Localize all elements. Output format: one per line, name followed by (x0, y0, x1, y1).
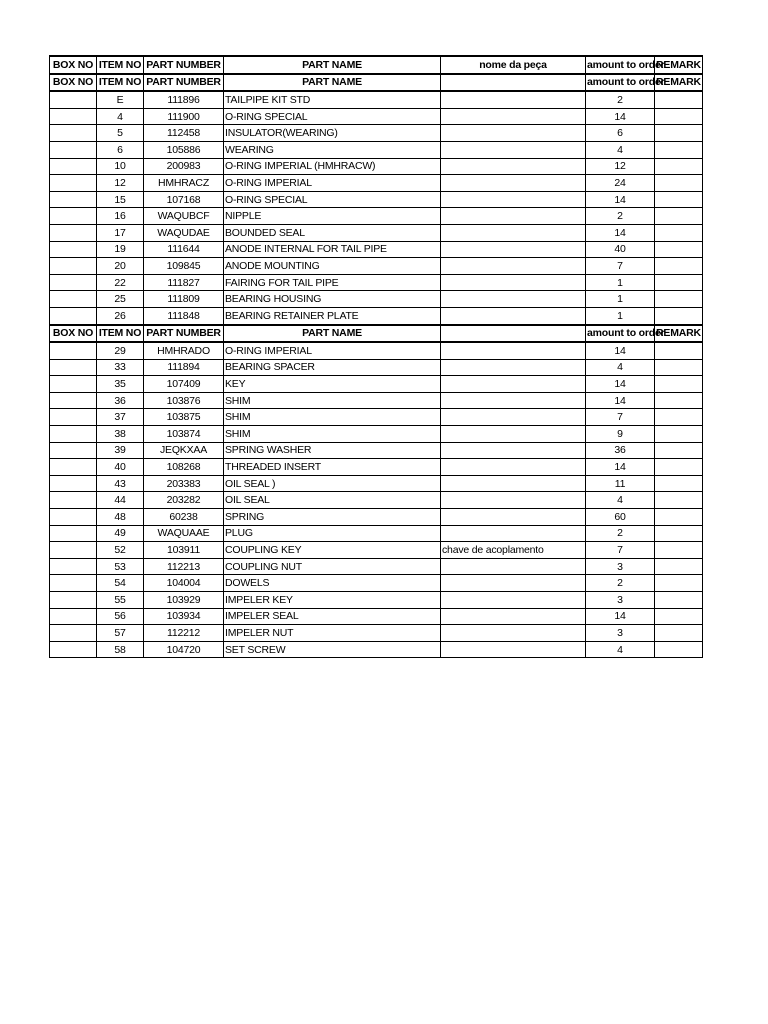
part-name-cell: COUPLING NUT (224, 558, 441, 575)
box-no-header: BOX NO (50, 74, 97, 92)
part-name-cell: OIL SEAL ) (224, 475, 441, 492)
part-number-cell: 104004 (144, 575, 224, 592)
part-number-cell: 103934 (144, 608, 224, 625)
box-no-cell (50, 641, 97, 658)
item-no-cell: 39 (97, 442, 144, 459)
amount-to-order-cell: 4 (586, 359, 655, 376)
nome-da-peca-cell (441, 442, 586, 459)
table-row (50, 442, 703, 459)
part-name-cell: SPRING (224, 509, 441, 526)
remark-cell (655, 426, 703, 443)
box-no-cell (50, 224, 97, 241)
part-name-cell: BEARING RETAINER PLATE (224, 307, 441, 324)
part-number-cell: 109845 (144, 258, 224, 275)
remark-cell (655, 241, 703, 258)
part-name-cell: O-RING SPECIAL (224, 191, 441, 208)
nome-da-peca-cell (441, 208, 586, 225)
amount-to-order-cell: 6 (586, 125, 655, 142)
box-no-header: BOX NO (50, 325, 97, 343)
part-name-cell: TAILPIPE KIT STD (224, 91, 441, 108)
part-number-cell: 105886 (144, 141, 224, 158)
amount-to-order-cell: 7 (586, 409, 655, 426)
part-name-cell: SET SCREW (224, 641, 441, 658)
table-row (50, 542, 703, 559)
item-no-cell: 22 (97, 274, 144, 291)
header-row (50, 56, 703, 74)
box-no-cell (50, 525, 97, 542)
amount-to-order-cell: 12 (586, 158, 655, 175)
item-no-cell: 4 (97, 108, 144, 125)
part-number-cell: 200983 (144, 158, 224, 175)
remark-cell (655, 208, 703, 225)
table-row (50, 175, 703, 192)
item-no-cell: 29 (97, 342, 144, 359)
remark-cell (655, 409, 703, 426)
part-name-cell: SHIM (224, 409, 441, 426)
nome-da-peca-cell (441, 274, 586, 291)
nome-da-peca-cell (441, 175, 586, 192)
remark-cell (655, 392, 703, 409)
table-row (50, 492, 703, 509)
part-name-cell: SHIM (224, 392, 441, 409)
item-no-cell: 55 (97, 592, 144, 609)
remark-cell (655, 641, 703, 658)
table-row (50, 625, 703, 642)
box-no-cell (50, 175, 97, 192)
nome-da-peca-cell (441, 108, 586, 125)
nome-da-peca-cell (441, 575, 586, 592)
box-no-cell (50, 509, 97, 526)
remark-cell (655, 558, 703, 575)
item-no-cell: 6 (97, 141, 144, 158)
remark-cell (655, 525, 703, 542)
remark-cell (655, 91, 703, 108)
part-number-cell: HMHRACZ (144, 175, 224, 192)
part-number-cell: 107168 (144, 191, 224, 208)
amount-to-order-cell: 1 (586, 291, 655, 308)
box-no-cell (50, 575, 97, 592)
amount-to-order-cell: 1 (586, 274, 655, 291)
box-no-cell (50, 359, 97, 376)
part-number-cell: 103876 (144, 392, 224, 409)
amount-to-order-cell: 7 (586, 542, 655, 559)
nome-da-peca-cell (441, 241, 586, 258)
nome-da-peca-cell (441, 91, 586, 108)
box-no-cell (50, 475, 97, 492)
nome-da-peca-cell (441, 224, 586, 241)
nome-da-peca-header (441, 325, 586, 343)
remark-cell (655, 108, 703, 125)
item-no-cell: 54 (97, 575, 144, 592)
table-row (50, 426, 703, 443)
table-row (50, 274, 703, 291)
nome-da-peca-cell (441, 307, 586, 324)
part-number-cell: 203383 (144, 475, 224, 492)
amount-to-order-cell: 4 (586, 492, 655, 509)
amount-to-order-cell: 60 (586, 509, 655, 526)
part-number-cell: 60238 (144, 509, 224, 526)
table-row (50, 359, 703, 376)
amount-to-order-cell: 2 (586, 525, 655, 542)
table-row (50, 141, 703, 158)
amount-to-order-header: amount to order (586, 56, 655, 74)
nome-da-peca-cell (441, 641, 586, 658)
box-no-cell (50, 442, 97, 459)
part-name-cell: BEARING SPACER (224, 359, 441, 376)
part-name-header: PART NAME (224, 325, 441, 343)
part-name-cell: COUPLING KEY (224, 542, 441, 559)
table-row (50, 475, 703, 492)
nome-da-peca-cell (441, 608, 586, 625)
box-no-cell (50, 291, 97, 308)
part-name-cell: IMPELER KEY (224, 592, 441, 609)
amount-to-order-header: amount to order (586, 74, 655, 92)
item-no-cell: 53 (97, 558, 144, 575)
box-no-cell (50, 608, 97, 625)
part-number-cell: 111809 (144, 291, 224, 308)
part-number-cell: 111900 (144, 108, 224, 125)
part-number-cell: 111827 (144, 274, 224, 291)
amount-to-order-cell: 2 (586, 91, 655, 108)
part-number-cell: HMHRADO (144, 342, 224, 359)
amount-to-order-cell: 3 (586, 592, 655, 609)
remark-cell (655, 125, 703, 142)
table-row (50, 575, 703, 592)
amount-to-order-cell: 36 (586, 442, 655, 459)
part-number-header: PART NUMBER (144, 74, 224, 92)
nome-da-peca-cell (441, 625, 586, 642)
remark-cell (655, 141, 703, 158)
box-no-cell (50, 459, 97, 476)
part-name-cell: DOWELS (224, 575, 441, 592)
item-no-cell: 5 (97, 125, 144, 142)
amount-to-order-cell: 40 (586, 241, 655, 258)
header-row (50, 74, 703, 92)
amount-to-order-cell: 3 (586, 625, 655, 642)
nome-da-peca-cell (441, 291, 586, 308)
part-number-cell: 111848 (144, 307, 224, 324)
nome-da-peca-cell (441, 426, 586, 443)
item-no-cell: 37 (97, 409, 144, 426)
nome-da-peca-cell (441, 558, 586, 575)
item-no-cell: 33 (97, 359, 144, 376)
box-no-cell (50, 141, 97, 158)
part-name-cell: ANODE MOUNTING (224, 258, 441, 275)
nome-da-peca-header: nome da peça (441, 56, 586, 74)
amount-to-order-cell: 1 (586, 307, 655, 324)
part-name-cell: O-RING IMPERIAL (224, 342, 441, 359)
box-no-cell (50, 108, 97, 125)
nome-da-peca-cell (441, 158, 586, 175)
part-name-cell: FAIRING FOR TAIL PIPE (224, 274, 441, 291)
part-number-cell: 112212 (144, 625, 224, 642)
box-no-cell (50, 376, 97, 393)
part-name-cell: BEARING HOUSING (224, 291, 441, 308)
part-number-cell: 107409 (144, 376, 224, 393)
box-no-cell (50, 409, 97, 426)
remark-header: REMARK (655, 325, 703, 343)
nome-da-peca-cell (441, 409, 586, 426)
amount-to-order-cell: 14 (586, 376, 655, 393)
box-no-cell (50, 158, 97, 175)
parts-table-body (50, 56, 703, 658)
item-no-cell: 44 (97, 492, 144, 509)
part-number-cell: 111896 (144, 91, 224, 108)
part-number-cell: WAQUBCF (144, 208, 224, 225)
part-name-cell: O-RING IMPERIAL (224, 175, 441, 192)
remark-cell (655, 342, 703, 359)
box-no-cell (50, 542, 97, 559)
table-row (50, 509, 703, 526)
part-number-cell: 111644 (144, 241, 224, 258)
item-no-cell: E (97, 91, 144, 108)
item-no-cell: 17 (97, 224, 144, 241)
nome-da-peca-cell (441, 592, 586, 609)
part-name-cell: SPRING WASHER (224, 442, 441, 459)
table-row (50, 91, 703, 108)
item-no-cell: 19 (97, 241, 144, 258)
amount-to-order-cell: 2 (586, 208, 655, 225)
box-no-cell (50, 592, 97, 609)
item-no-cell: 35 (97, 376, 144, 393)
part-number-header: PART NUMBER (144, 56, 224, 74)
header-row (50, 325, 703, 343)
item-no-header: ITEM NO (97, 325, 144, 343)
nome-da-peca-cell (441, 525, 586, 542)
nome-da-peca-cell (441, 359, 586, 376)
item-no-cell: 52 (97, 542, 144, 559)
box-no-header: BOX NO (50, 56, 97, 74)
table-row (50, 108, 703, 125)
item-no-cell: 36 (97, 392, 144, 409)
amount-to-order-cell: 3 (586, 558, 655, 575)
item-no-cell: 20 (97, 258, 144, 275)
table-row (50, 342, 703, 359)
table-row (50, 376, 703, 393)
part-name-cell: BOUNDED SEAL (224, 224, 441, 241)
box-no-cell (50, 91, 97, 108)
parts-order-table (49, 55, 703, 658)
part-name-cell: O-RING IMPERIAL (HMHRACW) (224, 158, 441, 175)
nome-da-peca-cell (441, 141, 586, 158)
remark-cell (655, 291, 703, 308)
remark-cell (655, 158, 703, 175)
part-number-cell: WAQUDAE (144, 224, 224, 241)
table-row (50, 208, 703, 225)
amount-to-order-cell: 14 (586, 608, 655, 625)
table-row (50, 241, 703, 258)
part-number-cell: 111894 (144, 359, 224, 376)
item-no-cell: 16 (97, 208, 144, 225)
part-name-header: PART NAME (224, 74, 441, 92)
box-no-cell (50, 625, 97, 642)
nome-da-peca-cell (441, 475, 586, 492)
item-no-cell: 10 (97, 158, 144, 175)
box-no-cell (50, 274, 97, 291)
item-no-cell: 40 (97, 459, 144, 476)
box-no-cell (50, 558, 97, 575)
table-row (50, 409, 703, 426)
nome-da-peca-cell (441, 459, 586, 476)
item-no-header: ITEM NO (97, 74, 144, 92)
item-no-cell: 58 (97, 641, 144, 658)
amount-to-order-cell: 14 (586, 191, 655, 208)
amount-to-order-cell: 14 (586, 108, 655, 125)
part-name-cell: IMPELER NUT (224, 625, 441, 642)
part-name-cell: PLUG (224, 525, 441, 542)
item-no-cell: 43 (97, 475, 144, 492)
amount-to-order-cell: 14 (586, 392, 655, 409)
remark-cell (655, 442, 703, 459)
remark-cell (655, 191, 703, 208)
nome-da-peca-cell (441, 342, 586, 359)
part-number-cell: 112458 (144, 125, 224, 142)
table-row (50, 558, 703, 575)
nome-da-peca-cell (441, 509, 586, 526)
part-name-header: PART NAME (224, 56, 441, 74)
table-row (50, 125, 703, 142)
part-name-cell: WEARING (224, 141, 441, 158)
part-name-cell: SHIM (224, 426, 441, 443)
box-no-cell (50, 191, 97, 208)
table-row (50, 392, 703, 409)
part-number-cell: JEQKXAA (144, 442, 224, 459)
table-row (50, 525, 703, 542)
part-number-cell: WAQUAAE (144, 525, 224, 542)
remark-cell (655, 274, 703, 291)
part-name-cell: NIPPLE (224, 208, 441, 225)
table-row (50, 592, 703, 609)
remark-cell (655, 175, 703, 192)
nome-da-peca-cell (441, 125, 586, 142)
item-no-cell: 49 (97, 525, 144, 542)
remark-cell (655, 475, 703, 492)
part-number-cell: 112213 (144, 558, 224, 575)
box-no-cell (50, 342, 97, 359)
box-no-cell (50, 208, 97, 225)
amount-to-order-header: amount to order (586, 325, 655, 343)
table-row (50, 608, 703, 625)
box-no-cell (50, 426, 97, 443)
box-no-cell (50, 125, 97, 142)
part-number-cell: 103875 (144, 409, 224, 426)
remark-cell (655, 459, 703, 476)
part-name-cell: O-RING SPECIAL (224, 108, 441, 125)
nome-da-peca-cell (441, 392, 586, 409)
amount-to-order-cell: 14 (586, 459, 655, 476)
nome-da-peca-cell (441, 492, 586, 509)
part-name-cell: IMPELER SEAL (224, 608, 441, 625)
box-no-cell (50, 492, 97, 509)
item-no-cell: 38 (97, 426, 144, 443)
remark-cell (655, 258, 703, 275)
remark-cell (655, 575, 703, 592)
item-no-header: ITEM NO (97, 56, 144, 74)
part-number-cell: 104720 (144, 641, 224, 658)
amount-to-order-cell: 7 (586, 258, 655, 275)
box-no-cell (50, 392, 97, 409)
amount-to-order-cell: 4 (586, 641, 655, 658)
part-number-cell: 203282 (144, 492, 224, 509)
part-number-header: PART NUMBER (144, 325, 224, 343)
remark-cell (655, 359, 703, 376)
amount-to-order-cell: 24 (586, 175, 655, 192)
item-no-cell: 15 (97, 191, 144, 208)
remark-cell (655, 492, 703, 509)
box-no-cell (50, 241, 97, 258)
item-no-cell: 48 (97, 509, 144, 526)
part-number-cell: 103911 (144, 542, 224, 559)
amount-to-order-cell: 9 (586, 426, 655, 443)
remark-cell (655, 625, 703, 642)
table-row (50, 191, 703, 208)
nome-da-peca-cell: chave de acoplamento (441, 542, 586, 559)
remark-cell (655, 307, 703, 324)
table-row (50, 258, 703, 275)
part-number-cell: 108268 (144, 459, 224, 476)
remark-cell (655, 376, 703, 393)
amount-to-order-cell: 14 (586, 342, 655, 359)
part-number-cell: 103929 (144, 592, 224, 609)
nome-da-peca-header (441, 74, 586, 92)
table-row (50, 641, 703, 658)
remark-header: REMARK (655, 56, 703, 74)
part-number-cell: 103874 (144, 426, 224, 443)
item-no-cell: 57 (97, 625, 144, 642)
item-no-cell: 25 (97, 291, 144, 308)
table-row (50, 459, 703, 476)
part-name-cell: KEY (224, 376, 441, 393)
table-row (50, 158, 703, 175)
table-row (50, 224, 703, 241)
amount-to-order-cell: 11 (586, 475, 655, 492)
item-no-cell: 12 (97, 175, 144, 192)
remark-cell (655, 542, 703, 559)
amount-to-order-cell: 2 (586, 575, 655, 592)
box-no-cell (50, 258, 97, 275)
nome-da-peca-cell (441, 376, 586, 393)
nome-da-peca-cell (441, 258, 586, 275)
part-name-cell: INSULATOR(WEARING) (224, 125, 441, 142)
table-row (50, 307, 703, 324)
remark-cell (655, 224, 703, 241)
item-no-cell: 26 (97, 307, 144, 324)
part-name-cell: OIL SEAL (224, 492, 441, 509)
remark-cell (655, 509, 703, 526)
remark-cell (655, 592, 703, 609)
table-row (50, 291, 703, 308)
remark-cell (655, 608, 703, 625)
remark-header: REMARK (655, 74, 703, 92)
amount-to-order-cell: 4 (586, 141, 655, 158)
part-name-cell: ANODE INTERNAL FOR TAIL PIPE (224, 241, 441, 258)
item-no-cell: 56 (97, 608, 144, 625)
amount-to-order-cell: 14 (586, 224, 655, 241)
box-no-cell (50, 307, 97, 324)
part-name-cell: THREADED INSERT (224, 459, 441, 476)
nome-da-peca-cell (441, 191, 586, 208)
